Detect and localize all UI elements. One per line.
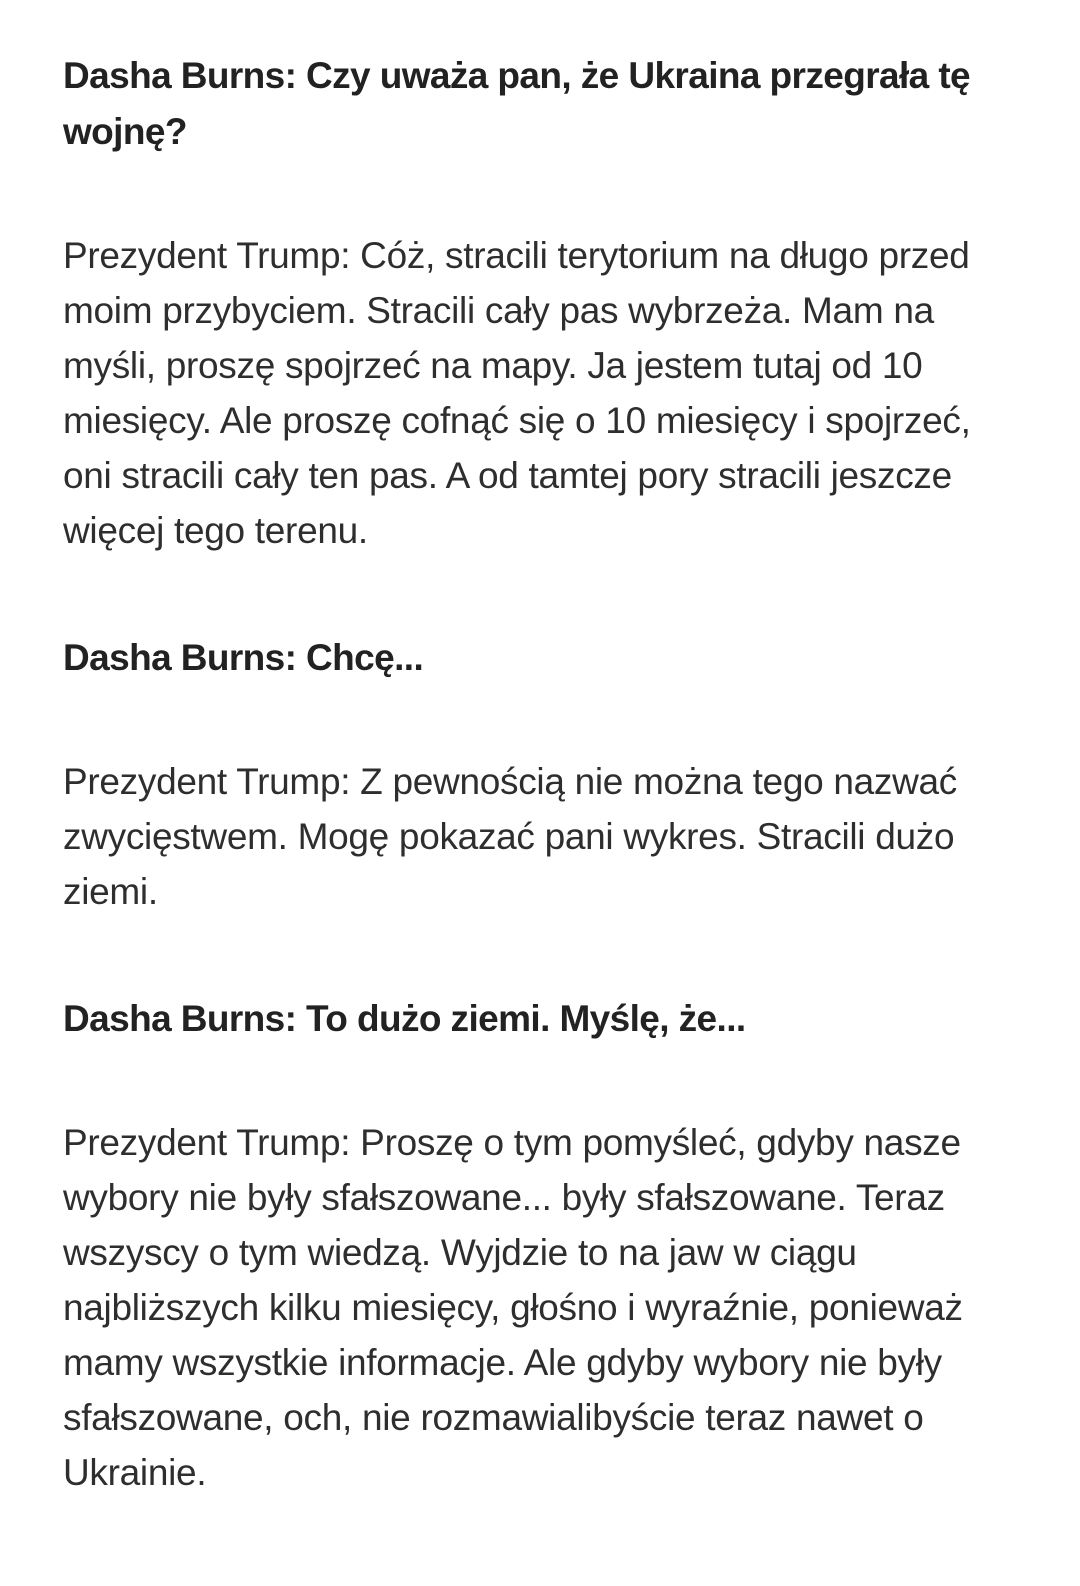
answer-paragraph: Prezydent Trump: Z pewnością nie można tego nazwać zwycięstwem. Mogę pokazać pani wykres. Stracili dużo ziemi.: [63, 761, 958, 912]
question-paragraph: Dasha Burns: Chcę...: [63, 637, 424, 678]
question-paragraph: Dasha Burns: To dużo ziemi. Myślę, że...: [63, 998, 746, 1039]
article-transcript: [63, 48, 1023, 1500]
question-paragraph: Dasha Burns: Czy uważa pan, że Ukraina przegrała tę wojnę?: [63, 55, 971, 152]
answer-paragraph: Prezydent Trump: Cóż, stracili terytorium na długo przed moim przybyciem. Stracili cały pas wybrzeża. Mam na myśli, proszę spojrzeć na mapy. Ja jestem tutaj od 10 miesięcy. Ale proszę cofnąć się o 10 miesięcy i spojrzeć, oni stracili cały ten pas. A od tamtej pory stracili jeszcze więcej tego terenu.: [63, 235, 971, 551]
answer-paragraph: Prezydent Trump: Proszę o tym pomyśleć, gdyby nasze wybory nie były sfałszowane... były sfałszowane. Teraz wszyscy o tym wiedzą. Wyjdzie to na jaw w ciągu najbliższych kilku miesięcy, głośno i wyraźnie, ponieważ mamy wszystkie informacje. Ale gdyby wybory nie były sfałszowane, och, nie rozmawialibyście teraz nawet o Ukrainie.: [63, 1122, 963, 1493]
